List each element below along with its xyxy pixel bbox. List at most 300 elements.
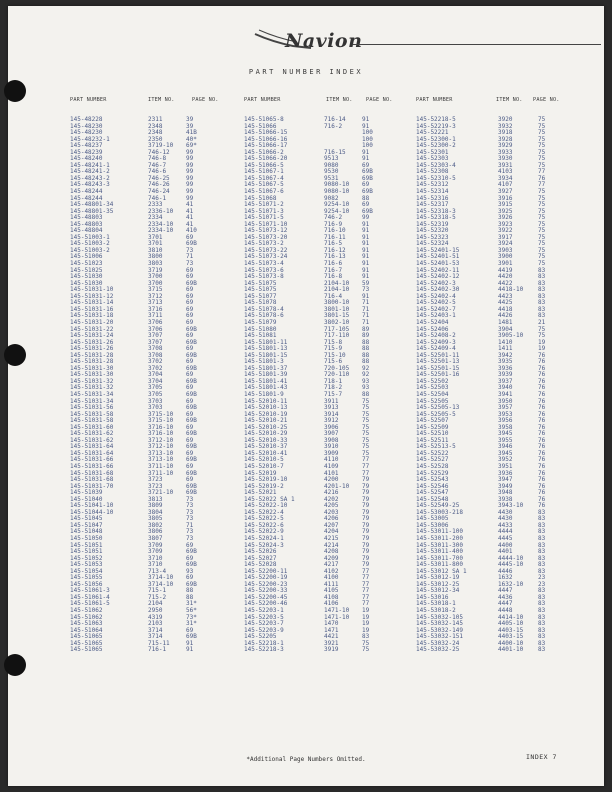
item-number: 3700 [148,279,163,287]
item-number: 716-12 [324,246,346,254]
page-number: 69 [186,384,194,392]
part-number: 145-51003-2 [70,240,110,248]
item-number: 746-24 [148,188,170,196]
item-number: 1471-10 [324,607,350,615]
part-number: 145-51063 [70,620,103,628]
item-number: 715-9 [324,345,343,353]
item-number: 4430 [498,515,513,523]
page-number: 71 [362,318,370,326]
item-number: 3702 [148,364,163,372]
page-number: 19 [538,345,546,353]
page-number: 69 [362,181,370,189]
item-number: 3700 [148,273,163,281]
part-number: 145-52200-19 [244,574,288,582]
part-number: 145-51073-20 [244,233,288,241]
item-number: 2311 [148,116,163,123]
item-number: 3937 [498,377,513,385]
page-number: 99 [362,214,370,222]
item-number: 3913 [324,404,339,412]
part-number: 145-51031-26 [70,345,114,353]
item-number: 715-6 [324,358,343,366]
page-number: 71 [186,521,194,529]
part-number: 145-51071-3 [244,207,284,215]
page-number: 88 [362,351,370,359]
col2-page-header: PAGE NO. [366,97,393,103]
page-number: 69B [186,443,197,451]
page-number: 93 [362,377,370,385]
page-number: 69B [186,390,197,398]
page-number: 69B [186,338,197,346]
page-number: 83 [538,626,546,634]
page-number: 83 [538,567,546,575]
page-number: 76 [538,430,546,438]
page-number: 56* [186,607,197,615]
item-number: 3703 [148,397,163,405]
page-number: 77 [362,469,370,477]
item-number: 716-11 [324,233,346,241]
part-number: 145-52318-3 [416,207,456,215]
part-number: 145-53018-2 [416,607,456,615]
part-number: 145-51073-24 [244,253,288,261]
item-number: 716-10 [324,227,346,235]
part-number: 145-52505-5 [416,410,456,418]
page-number: 79 [362,548,370,556]
page-number: 83 [538,528,546,536]
item-number: 3803 [148,260,163,268]
item-number: 9080-10 [324,188,350,196]
part-number: 145-51044-10 [70,508,114,516]
part-number: 145-52402-7 [416,305,456,313]
page-number: 75 [538,253,546,261]
page-number: 69B [186,377,197,385]
page-number: 99 [186,148,194,156]
page-number: 69B [186,325,197,333]
item-number: 4201-10 [324,482,350,490]
page-number: 76 [538,351,546,359]
page-number: 69 [186,541,194,549]
page-number: 79 [362,528,370,536]
index-row [244,647,373,654]
part-number: 145-52323 [416,233,449,241]
item-number: 3715-10 [148,417,174,425]
page-number: 69 [186,436,194,444]
page-index-label: INDEX 7 [526,753,557,761]
item-number: 3710 [148,561,163,569]
part-number: 145-51006 [70,253,103,261]
part-number: 145-52402-11 [416,266,460,274]
page-number: 75 [538,246,546,254]
part-number: 145-51039 [70,489,103,497]
part-number: 145-52546 [416,482,449,490]
page-number: 91 [362,122,370,130]
item-number: 4421 [324,633,339,641]
item-number: 4401 [498,548,513,556]
item-number: 2334-10 [148,227,174,235]
part-number: 145-51073-2 [244,240,284,248]
item-number: 3701 [148,233,163,241]
page-number: 75 [538,155,546,163]
page-number: 75 [538,142,546,150]
item-number: 2103 [148,620,163,628]
item-number: 3955 [498,436,513,444]
page-number: 410 [186,227,197,235]
page-number: 69B [186,633,197,641]
page-number: 79 [362,554,370,562]
page-number: 73 [186,528,194,536]
part-number: 145-51801-43 [244,384,288,392]
part-number: 145-52021 [244,489,277,497]
item-number: 3932 [498,122,513,130]
part-number: 145-52218-1 [244,639,284,647]
part-number: 145-52024-1 [244,535,284,542]
part-number: 145-52314 [416,188,449,196]
page-number: 76 [538,482,546,490]
page-number: 91 [362,240,370,248]
part-number: 145-52022-9 [244,528,284,536]
page-number: 99 [186,174,194,182]
page-number: 91 [362,148,370,156]
part-number: 145-48803 [70,214,103,222]
item-number: 746-12 [148,148,170,156]
page-number: 79 [362,489,370,497]
part-number: 145-52219-3 [416,122,456,130]
item-number: 716-15 [324,148,346,156]
part-number: 145-48244 [70,194,103,202]
item-number: 4102 [324,567,339,575]
page-number: 75 [362,430,370,438]
part-number: 145-51071-10 [244,220,288,228]
item-number: 4106 [324,600,339,608]
part-number: 145-52026 [244,548,277,556]
part-number: 145-51062 [70,607,103,615]
page-number: 91 [362,292,370,300]
item-number: 3713-10 [148,449,174,457]
item-number: 3924 [498,240,513,248]
item-number: 720-110 [324,371,350,379]
page-number: 31* [186,620,197,628]
page-number: 93 [186,567,194,575]
page-number: 69 [362,201,370,209]
part-number: 145-51031-14 [70,299,114,307]
part-number: 145-51053 [70,561,103,569]
page-number: 73 [186,515,194,523]
item-number: 2104 [148,600,163,608]
part-number: 145-51801-15 [244,351,288,359]
document-page [8,6,604,786]
part-number: 145-52303-4 [416,161,456,169]
item-number: 746-25 [148,174,170,182]
part-number: 145-51080 [244,325,277,333]
item-number: 3947 [498,476,513,484]
part-number: 145-52501-15 [416,364,460,372]
part-number: 145-51031-62 [70,436,114,444]
page-number: 69 [186,449,194,457]
page-number: 75 [362,449,370,457]
page-number: 83 [538,273,546,281]
part-number: 145-52505 [416,397,449,405]
part-number: 145-51040 [70,495,103,503]
part-number: 145-52010-13 [244,404,288,412]
item-number: 3934 [498,174,513,182]
item-number: 715-1 [148,587,167,595]
page-number: 91 [186,639,194,647]
item-number: 4100 [324,574,339,582]
part-number: 145-51052 [70,554,103,562]
part-number: 145-51079 [244,318,277,326]
page-number: 41 [186,220,194,228]
item-number: 3901 [498,260,513,268]
page-number: 69 [186,233,194,241]
item-number: 3723 [148,476,163,484]
item-number: 3926 [498,214,513,222]
page-number: 92 [362,371,370,379]
part-number: 145-51048 [70,528,103,536]
page-number: 76 [538,469,546,477]
item-number: 3923 [498,220,513,228]
item-number: 4206 [324,515,339,523]
part-number: 145-53003-218 [416,508,463,516]
page-number: 75 [538,194,546,202]
part-number: 145-51031-64 [70,449,114,457]
item-number: 3707 [148,338,163,346]
item-number: 3706 [148,325,163,333]
item-number: 3907 [324,430,339,438]
page-number: 76 [538,364,546,372]
part-number: 145-51031-30 [70,364,114,372]
part-number: 145-51075 [244,286,277,294]
part-number: 145-52408-2 [416,332,456,340]
part-number: 145-52403-1 [416,312,456,320]
page-number: 69 [186,305,194,313]
part-number: 145-52501-13 [416,358,460,366]
item-number: 3716 [148,305,163,313]
part-number: 145-52507 [416,417,449,425]
part-number: 145-51045 [70,515,103,523]
part-number: 145-52028 [244,561,277,569]
part-number: 145-51031-32 [70,384,114,392]
item-number: 4103 [498,168,513,176]
part-number: 145-48244 [70,188,103,196]
item-number: 3942 [498,351,513,359]
page-number: 83 [538,607,546,615]
item-number: 2950 [148,607,163,615]
page-number: 77 [362,574,370,582]
item-number: 4447 [498,600,513,608]
item-number: 715-10 [324,351,346,359]
binder-hole-top [4,80,26,102]
item-number: 746-1 [148,194,167,202]
item-number: 716-6 [324,260,343,268]
item-number: 3805 [148,515,163,523]
item-number: 4400-10 [498,639,524,647]
page-number: 75 [538,207,546,215]
index-column-3 [416,117,545,654]
page-number: 83 [538,521,546,529]
part-number: 145-48239 [70,148,103,156]
part-number: 145-53032-151 [416,633,463,641]
item-number: 3949 [498,482,513,490]
item-number: 3952 [498,456,513,464]
item-number: 3801-10 [324,305,350,313]
item-number: 2333 [148,201,163,209]
item-number: 3709 [148,541,163,549]
page-number: 91 [362,246,370,254]
item-number: 3721-10 [148,489,174,497]
item-number: 3705 [148,384,163,392]
page-number: 77 [538,181,546,189]
page-number: 83 [538,593,546,601]
page-number: 100 [362,142,373,150]
item-number: 2334 [148,214,163,222]
item-number: 4403-15 [498,626,524,634]
page-number: 77 [362,600,370,608]
item-number: 3723 [148,482,163,490]
part-number: 145-51081 [244,332,277,340]
page-number: 91 [362,155,370,163]
part-number: 145-51073-12 [244,227,288,235]
part-number: 145-52200-11 [244,567,288,575]
part-number: 145-51801-13 [244,345,288,353]
item-number: 3910 [324,443,339,451]
item-number: 3908 [324,436,339,444]
page-number: 69 [186,462,194,470]
item-number: 3925 [498,207,513,215]
page-number: 83 [538,286,546,294]
part-number: 145-52203-5 [244,613,284,621]
part-number: 145-51067-6 [244,188,284,196]
page-number: 83 [538,600,546,608]
page-number: 77 [362,587,370,595]
item-number: 3948 [498,489,513,497]
item-number: 3719 [148,266,163,274]
page-number: 76 [538,417,546,425]
page-number: 79 [362,541,370,549]
page-number: 79 [362,521,370,529]
item-number: 4414-10 [498,613,524,621]
item-number: 1471-10 [324,613,350,621]
col2-item-header: ITEM NO. [326,97,353,103]
page-number: 75 [362,410,370,418]
item-number: 3715-10 [148,410,174,418]
page-number: 79 [362,476,370,484]
item-number: 4319 [148,613,163,621]
page-number: 76 [538,404,546,412]
page-number: 69B [186,548,197,556]
page-number: 76 [538,384,546,392]
page-number: 88 [362,390,370,398]
item-number: 4445-10 [498,561,524,569]
part-number: 145-53011-200 [416,535,463,542]
page-number: 89 [362,332,370,340]
part-number: 145-48241-1 [70,161,110,169]
item-number: 746-26 [148,181,170,189]
item-number: 718-1 [324,377,343,385]
page-number: 69B [186,456,197,464]
page-number: 73 [186,535,194,542]
page-number: 75 [362,423,370,431]
page-number: 88 [186,587,194,595]
page-number: 76 [538,397,546,405]
item-number: 3711-10 [148,469,174,477]
part-number: 145-51031-22 [70,325,114,333]
item-number: 3706 [148,318,163,326]
col1-page-header: PAGE NO. [192,97,219,103]
page-number: 100 [362,129,373,137]
part-number: 145-51023 [70,260,103,268]
part-number: 145-52203-7 [244,620,284,628]
part-number: 145-51065 [70,646,103,654]
item-number: 3950 [498,397,513,405]
part-number: 145-52010-5 [244,456,284,464]
part-number: 145-52316 [416,194,449,202]
item-number: 4401-10 [498,646,524,654]
index-column-1 [70,117,197,654]
part-number: 145-51801-9 [244,390,284,398]
item-number: 716-14 [324,116,346,123]
item-number: 3714-10 [148,574,174,582]
page-number: 79 [362,495,370,503]
item-number: 3939 [498,371,513,379]
page-number: 99 [186,181,194,189]
part-number: 145-51801-39 [244,371,288,379]
item-number: 4204 [324,528,339,536]
page-number: 69B [186,279,197,287]
page-number: 79 [362,482,370,490]
item-number: 4425 [498,299,513,307]
col1-part-header: PART NUMBER [70,97,107,103]
item-number: 3714 [148,626,163,634]
page-number: 73 [186,495,194,503]
page-number: 69B [186,482,197,490]
page-number: 69 [186,312,194,320]
part-number: 145-48243-3 [70,181,110,189]
page-number: 69 [186,371,194,379]
part-number: 145-51031-58 [70,410,114,418]
item-number: 3935 [498,358,513,366]
item-number: 3922 [498,227,513,235]
item-number: 3707 [148,332,163,340]
page-number: 88 [362,358,370,366]
page-number: 69 [186,358,194,366]
page-number: 76 [538,174,546,182]
item-number: 3900 [498,253,513,261]
part-number: 145-51062 [70,613,103,621]
part-number: 145-51041-10 [70,502,114,510]
item-number: 3713-10 [148,456,174,464]
item-number: 3813 [148,495,163,503]
part-number: 145-52529 [416,469,449,477]
page-number: 88 [362,345,370,353]
page-number: 83 [538,639,546,647]
item-number: 4209 [324,554,339,562]
part-number: 145-52505-13 [416,404,460,412]
part-number: 145-52528 [416,462,449,470]
col1-item-header: ITEM NO. [148,97,175,103]
item-number: 3705 [148,390,163,398]
part-number: 145-51073-4 [244,260,284,268]
page-number: 75 [538,129,546,137]
item-number: 3920 [498,116,513,123]
page-number: 71 [186,253,194,261]
page-number: 76 [538,502,546,510]
part-number: 145-51031-68 [70,469,114,477]
page-number: 39 [186,122,194,130]
item-number: 3806 [148,528,163,536]
part-number: 145-52010-41 [244,449,288,457]
item-number: 9530 [324,168,339,176]
part-number: 145-51031-28 [70,358,114,366]
item-number: 3921 [324,639,339,647]
